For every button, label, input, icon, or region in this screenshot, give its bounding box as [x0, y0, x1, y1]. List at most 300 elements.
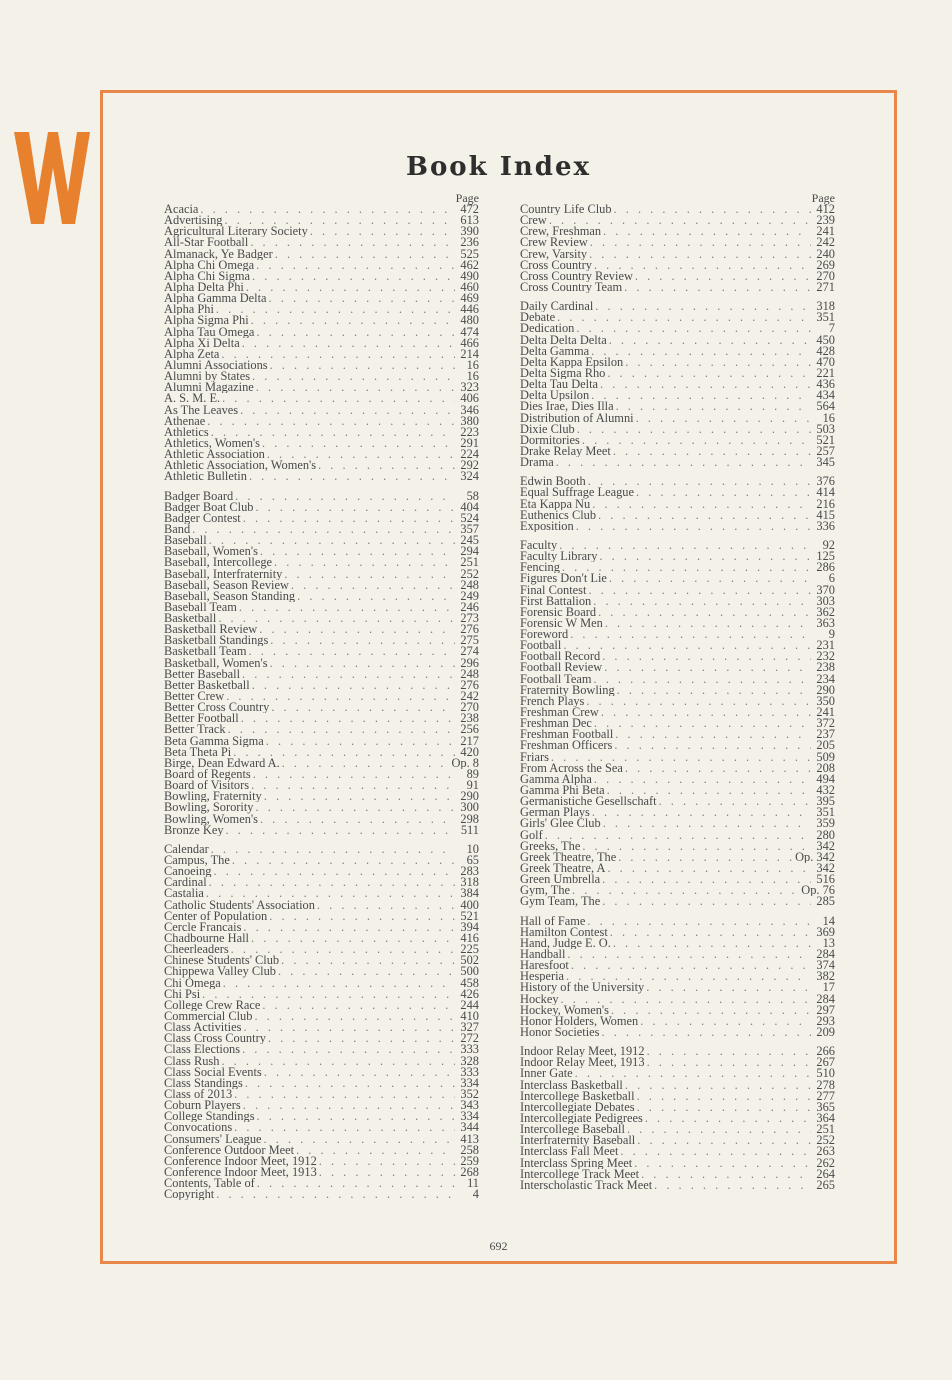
index-entry-page: 65: [466, 855, 479, 867]
index-entry-title: Alpha Chi Omega: [164, 259, 255, 271]
page-title: Book Index: [405, 152, 591, 182]
dot-leader: [209, 877, 455, 888]
index-entry-title: Class Rush: [164, 1055, 220, 1067]
dot-leader: [246, 282, 455, 293]
index-entry-title: Faculty Library: [520, 551, 598, 563]
index-entry-title: Delta Kappa Epsilon: [520, 356, 624, 368]
index-entry-page: 346: [460, 404, 479, 416]
index-entry: [520, 435, 835, 446]
dot-leader: [598, 607, 811, 618]
dot-leader: [216, 304, 455, 315]
index-entry: [164, 1145, 479, 1156]
index-entry-title: Gym Team, The: [520, 896, 601, 908]
dot-leader: [250, 237, 455, 248]
dot-leader: [264, 1067, 455, 1078]
index-entry-page: 225: [460, 944, 479, 956]
index-entry-title: Girls' Glee Club: [520, 818, 601, 830]
index-entry-page: 92: [822, 539, 835, 552]
index-entry-title: Greek Theatre, The: [520, 851, 617, 864]
dot-leader: [591, 346, 811, 357]
index-entry-title: Badger Board: [164, 490, 234, 502]
index-entry-title: Intercollegiate Debates: [520, 1101, 635, 1113]
index-entry-title: Alpha Phi: [164, 304, 214, 316]
index-entry-page: 351: [816, 807, 835, 819]
index-entry-page: 231: [816, 640, 835, 652]
index-entry-title: Advertising: [164, 215, 223, 227]
dot-leader: [266, 736, 455, 747]
index-entry-title: Alpha Zeta: [164, 348, 220, 360]
dot-leader: [582, 435, 811, 446]
index-entry-title: Bowling, Sorority: [164, 802, 254, 814]
dot-leader: [586, 696, 811, 707]
dot-leader: [242, 338, 455, 349]
index-entry-title: Athletic Association, Women's: [164, 460, 317, 472]
index-entry-page: 238: [460, 713, 479, 725]
index-entry-title: Contents, Table of: [164, 1178, 255, 1190]
dot-leader: [252, 371, 455, 382]
dot-leader: [218, 613, 455, 624]
dot-leader: [251, 933, 455, 944]
index-entry-page: 613: [460, 215, 479, 227]
index-entry: [520, 215, 835, 226]
dot-leader: [260, 814, 455, 825]
dot-leader: [249, 471, 455, 482]
index-entry-title: Hamilton Contest: [520, 926, 608, 938]
index-entry: [164, 1011, 479, 1022]
index-entry-title: Drake Relay Meet: [520, 445, 611, 458]
index-entry-page: 432: [816, 785, 835, 797]
dot-leader: [262, 438, 455, 449]
index-entry-title: Handball: [520, 949, 566, 961]
index-entry-page: 428: [816, 345, 835, 357]
index-entry-page: 462: [460, 259, 479, 271]
index-entry: [520, 335, 835, 346]
dot-leader: [252, 680, 455, 691]
index-entry-page: 242: [816, 237, 835, 249]
dot-leader: [281, 955, 455, 966]
index-entry-title: Bowling, Fraternity: [164, 791, 262, 803]
index-entry: [164, 360, 479, 371]
index-entry: [520, 830, 835, 841]
index-entry-title: Crew Review: [520, 237, 588, 249]
index-entry: [164, 449, 479, 460]
index-entry: [164, 624, 479, 635]
index-entry-title: Campus, The: [164, 855, 230, 867]
dot-leader: [591, 390, 811, 401]
dot-leader: [654, 1180, 811, 1191]
index-entry: [520, 540, 835, 551]
index-entry-page: 223: [460, 426, 479, 438]
index-entry-page: 268: [460, 1166, 479, 1179]
dot-leader: [551, 752, 811, 763]
dot-leader: [624, 282, 811, 293]
index-entry-page: 270: [460, 702, 479, 714]
index-entry: [164, 791, 479, 802]
index-entry: [520, 629, 835, 640]
index-entry: [520, 1158, 835, 1169]
index-entry-title: Germanistiche Gesellschaft: [520, 796, 657, 808]
dot-leader: [570, 629, 811, 640]
dot-leader: [243, 1100, 455, 1111]
index-entry-title: Intercollege Basketball: [520, 1090, 635, 1102]
index-entry: [520, 774, 835, 785]
dot-leader: [222, 393, 455, 404]
index-entry: [164, 282, 479, 293]
index-entry: [520, 1124, 835, 1135]
index-entry: [164, 535, 479, 546]
index-entry-title: Better Basketball: [164, 679, 250, 692]
index-entry: [164, 591, 479, 602]
dot-leader: [594, 718, 811, 729]
index-entry: [164, 1189, 479, 1200]
index-entry-title: Interfraternity Baseball: [520, 1135, 636, 1147]
index-entry-page: 395: [816, 796, 835, 808]
index-entry-title: Acacia: [164, 204, 199, 216]
index-entry-title: Forensic Board: [520, 606, 597, 618]
dot-leader: [267, 449, 455, 460]
dot-leader: [616, 401, 811, 412]
dot-leader: [559, 540, 811, 551]
dot-leader: [618, 852, 793, 863]
page-column-header: Page: [455, 191, 479, 205]
index-entry: [520, 1146, 835, 1157]
index-entry: [520, 863, 835, 874]
index-entry-title: Inner Gate: [520, 1068, 573, 1080]
index-entry: [164, 524, 479, 535]
index-entry: [164, 1089, 479, 1100]
index-entry-title: Basketball, Women's: [164, 657, 268, 669]
index-entry-page: 256: [460, 724, 479, 736]
index-entry-page: Op. 342: [795, 851, 835, 864]
index-entry: [164, 1178, 479, 1189]
dot-leader: [607, 785, 811, 796]
index-entry-page: 334: [460, 1077, 479, 1089]
index-entry-title: Faculty: [520, 539, 558, 552]
index-entry-page: 564: [816, 401, 835, 413]
dot-leader: [270, 635, 455, 646]
index-entry-page: 372: [816, 718, 835, 730]
dot-leader: [610, 927, 811, 938]
index-entry-title: Commercial Club: [164, 1010, 253, 1023]
index-entry: [520, 740, 835, 751]
dot-leader: [640, 1016, 811, 1027]
index-entry-page: 6: [828, 573, 835, 585]
index-entry-title: Hall of Fame: [520, 915, 586, 927]
index-entry-page: 248: [460, 579, 479, 591]
index-entry-page: 350: [816, 695, 835, 708]
index-entry-title: College Crew Race: [164, 999, 261, 1011]
index-entry-title: Better Baseball: [164, 668, 241, 680]
index-entry-page: 7: [828, 323, 835, 335]
index-entry-page: 363: [816, 617, 835, 630]
dot-leader: [599, 551, 811, 562]
dot-leader: [592, 499, 811, 510]
dot-leader: [598, 510, 811, 521]
dot-leader: [561, 994, 811, 1005]
dot-leader: [587, 916, 811, 927]
index-entry: [520, 640, 835, 651]
index-entry-page: 296: [460, 657, 479, 669]
index-entry: [520, 521, 835, 532]
index-entry-title: All-Star Football: [164, 237, 249, 249]
dot-leader: [601, 707, 811, 718]
index-entry-page: 525: [460, 248, 479, 260]
dot-leader: [602, 874, 811, 885]
index-entry-page: 404: [460, 501, 479, 513]
index-entry: [164, 955, 479, 966]
index-entry-page: 469: [460, 293, 479, 305]
index-entry-page: 390: [460, 226, 479, 238]
index-entry-page: 521: [816, 434, 835, 446]
index-entry-title: Distribution of Alumni: [520, 412, 634, 424]
index-entry-page: 270: [816, 270, 835, 282]
index-entry-title: Delta Sigma Rho: [520, 367, 606, 380]
index-entry-page: Op. 76: [801, 885, 835, 897]
index-entry-title: Indoor Relay Meet, 1912: [520, 1046, 645, 1058]
page-column-header: Page: [811, 191, 835, 205]
index-entry: [520, 260, 835, 271]
index-entry-page: 259: [460, 1155, 479, 1167]
index-entry-page: 420: [460, 746, 479, 758]
index-entry-page: 234: [816, 673, 835, 685]
dot-leader: [282, 758, 450, 769]
index-entry-page: 297: [816, 1004, 835, 1016]
index-entry-title: Better Track: [164, 724, 226, 736]
index-entry-title: Alpha Chi Sigma: [164, 270, 251, 282]
index-entry-title: Freshman Officers: [520, 740, 613, 752]
index-column-left: [164, 192, 479, 1200]
dot-leader: [232, 855, 455, 866]
index-entry-page: 251: [816, 1124, 835, 1136]
index-entry-page: 298: [460, 813, 479, 825]
dot-leader: [620, 1146, 811, 1157]
dot-leader: [214, 866, 456, 877]
index-entry-page: 344: [460, 1122, 479, 1134]
index-entry: [164, 371, 479, 382]
w-letter-icon: [14, 130, 90, 226]
dot-leader: [592, 807, 811, 818]
dot-leader: [242, 1044, 455, 1055]
index-entry-title: Football Team: [520, 673, 592, 685]
index-entry: [520, 960, 835, 971]
dot-leader: [646, 982, 811, 993]
index-entry-title: Bronze Key: [164, 824, 224, 836]
dot-leader: [614, 204, 811, 215]
dot-leader: [575, 1068, 811, 1079]
index-entry-page: 345: [816, 457, 835, 469]
index-entry-page: 205: [816, 740, 835, 752]
index-entry: [164, 922, 479, 933]
index-entry-title: Badger Boat Club: [164, 501, 254, 513]
index-entry: [164, 944, 479, 955]
index-entry-title: Athletic Association: [164, 449, 265, 461]
index-entry-page: 216: [816, 498, 835, 510]
index-entry-title: Intercollegiate Pedigrees: [520, 1112, 643, 1125]
index-entry: [520, 271, 835, 282]
index-entry: [520, 707, 835, 718]
dot-leader: [255, 502, 455, 513]
index-entry-title: Class Social Events: [164, 1066, 262, 1078]
index-entry: [164, 646, 479, 657]
dot-leader: [239, 602, 455, 613]
index-entry-title: Cross Country Team: [520, 281, 623, 294]
index-entry: [164, 260, 479, 271]
dot-leader: [593, 596, 811, 607]
dot-leader: [557, 312, 811, 323]
index-entry: [520, 674, 835, 685]
dot-leader: [609, 573, 811, 584]
index-entry-title: First Battalion: [520, 595, 592, 607]
index-entry-page: 426: [460, 988, 479, 1000]
dot-leader: [607, 863, 811, 874]
index-entry-page: 490: [460, 270, 479, 282]
index-entry-page: 410: [460, 1010, 479, 1023]
index-entry-title: Chi Omega: [164, 977, 221, 989]
dot-leader: [588, 476, 811, 487]
index-entry-page: 474: [460, 326, 479, 338]
page-number: 692: [489, 1239, 508, 1253]
index-entry-page: 436: [816, 379, 835, 391]
index-entry-page: 16: [466, 371, 479, 383]
index-entry: [164, 1044, 479, 1055]
index-entry-title: Conference Indoor Meet, 1912: [164, 1155, 317, 1167]
index-entry: [164, 933, 479, 944]
index-entry-title: Football Review: [520, 662, 603, 674]
dot-leader: [274, 557, 455, 568]
index-entry-title: Intercollege Track Meet: [520, 1168, 640, 1180]
index-entry-page: 364: [816, 1112, 835, 1125]
dot-leader: [249, 646, 455, 657]
index-entry-title: Foreword: [520, 629, 569, 641]
index-entry-page: 374: [816, 960, 835, 972]
index-entry: [164, 613, 479, 624]
index-entry: [520, 1102, 835, 1113]
index-entry: [520, 476, 835, 487]
index-entry-title: Forensic W Men: [520, 617, 603, 630]
index-entry: [520, 852, 835, 863]
index-entry: [164, 724, 479, 735]
index-entry: [520, 573, 835, 584]
index-entry-page: 382: [816, 971, 835, 983]
dot-leader: [211, 844, 455, 855]
index-entry-page: 415: [816, 509, 835, 521]
index-entry: [164, 1167, 479, 1178]
index-entry-page: 91: [466, 780, 479, 792]
index-entry-page: 232: [816, 651, 835, 663]
index-entry-title: Chi Psi: [164, 988, 201, 1000]
index-entry-title: Daily Cardinal: [520, 301, 594, 313]
index-entry: [164, 844, 479, 855]
index-entry: [520, 651, 835, 662]
index-entry-page: 494: [816, 773, 835, 786]
index-entry-page: 362: [816, 606, 835, 618]
dot-leader: [221, 349, 455, 360]
index-entry-page: 245: [460, 535, 479, 547]
index-entry-title: Basketball: [164, 613, 217, 625]
index-entry-page: 257: [816, 445, 835, 458]
index-entry-title: Gym, The: [520, 885, 571, 897]
index-entry-page: 16: [822, 412, 835, 424]
index-entry-page: 394: [460, 921, 479, 933]
index-entry: [520, 301, 835, 312]
index-entry-title: Beta Gamma Sigma: [164, 735, 264, 747]
index-entry: [164, 989, 479, 1000]
index-entry: [164, 900, 479, 911]
index-entry: [164, 855, 479, 866]
index-entry-page: 10: [466, 843, 479, 856]
index-entry-title: Class of 2013: [164, 1088, 233, 1101]
index-entry-page: 236: [460, 237, 479, 249]
index-entry: [520, 982, 835, 993]
index-entry: [164, 215, 479, 226]
index-entry: [164, 888, 479, 899]
index-entry-title: A. S. M. E.: [164, 393, 221, 405]
index-entry-title: Board of Visitors: [164, 780, 250, 792]
dot-leader: [563, 640, 811, 651]
index-entry: [520, 796, 835, 807]
dot-leader: [209, 535, 455, 546]
index-entry: [520, 204, 835, 215]
index-entry: [164, 877, 479, 888]
index-entry-page: 516: [816, 874, 835, 886]
index-entry-title: Intercollege Baseball: [520, 1124, 625, 1136]
index-entry-title: Consumers' League: [164, 1133, 262, 1145]
index-entry-title: Cross Country Review: [520, 270, 633, 282]
dot-leader: [259, 624, 455, 635]
index-entry-title: Interclass Fall Meet: [520, 1146, 619, 1158]
dot-leader: [637, 1091, 811, 1102]
index-entry-page: 376: [816, 476, 835, 488]
index-entry: [520, 457, 835, 468]
index-entry: [520, 696, 835, 707]
dot-leader: [243, 922, 455, 933]
index-entry-page: 323: [460, 382, 479, 394]
index-entry-title: Honor Societies: [520, 1026, 600, 1039]
index-entry: [164, 747, 479, 758]
index-entry-page: 58: [466, 490, 479, 502]
index-entry-title: Gamma Alpha: [520, 773, 592, 786]
index-entry-title: Basketball Standings: [164, 635, 269, 647]
index-entry: [520, 763, 835, 774]
index-entry: [164, 780, 479, 791]
index-entry: [164, 814, 479, 825]
index-entry: [164, 713, 479, 724]
index-entry-page: 17: [822, 982, 835, 994]
dot-leader: [278, 966, 455, 977]
index-entry-page: 412: [816, 204, 835, 216]
index-entry: [520, 1169, 835, 1180]
dot-leader: [225, 215, 455, 226]
index-entry-title: Alpha Delta Phi: [164, 281, 244, 294]
index-entry-title: Athletics, Women's: [164, 437, 260, 450]
index-entry-title: Cheerleaders: [164, 944, 229, 956]
index-entry-title: Alumni by States: [164, 371, 251, 383]
dot-leader: [590, 237, 811, 248]
index-entry-page: 248: [460, 668, 479, 680]
index-entry-page: 125: [816, 551, 835, 563]
index-entry-title: From Across the Sea: [520, 762, 623, 774]
dot-leader: [251, 780, 455, 791]
index-entry-title: Crew: [520, 215, 547, 227]
index-entry-page: 214: [460, 348, 479, 360]
index-entry-page: 267: [816, 1057, 835, 1069]
index-entry-page: 276: [460, 624, 479, 636]
index-entry-page: 303: [816, 595, 835, 607]
index-entry: [520, 841, 835, 852]
index-entry-title: Class Cross Country: [164, 1033, 266, 1045]
dot-leader: [234, 1122, 455, 1133]
index-entry-page: 246: [460, 601, 479, 614]
